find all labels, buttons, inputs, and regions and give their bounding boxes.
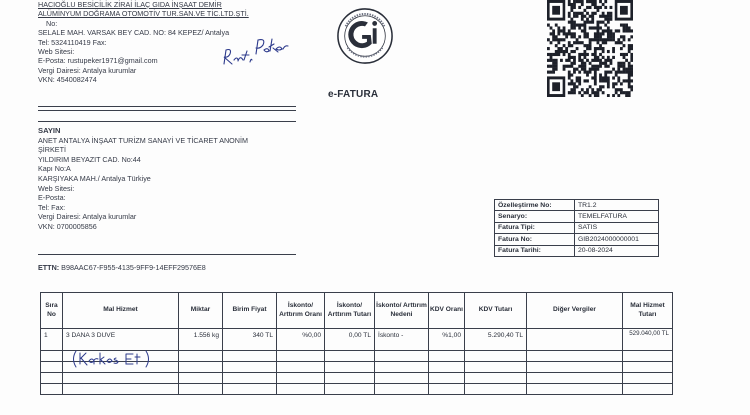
header-cell: İskonto/ Arttırım Oranı: [277, 293, 325, 329]
invoice-info-table: [494, 199, 659, 257]
invoice-info-row: [495, 211, 659, 222]
cell-discount-rate: %0,00: [277, 329, 325, 351]
seller-vkn: VKN: 4540082474: [38, 75, 97, 85]
header-cell: Sıra No: [41, 293, 63, 329]
buyer-name-line2: ŞİRKETİ: [38, 145, 66, 155]
ettn-label: ETTN:: [38, 263, 60, 272]
info-key: Fatura Tipi:: [495, 222, 575, 233]
cell-discount-amount: 0,00 TL: [325, 329, 375, 351]
cell-vat-rate: %1,00: [429, 329, 465, 351]
seller-phone-fax: Tel: 5324110419 Fax:: [38, 37, 107, 47]
buyer-door: Kapı No:A: [38, 164, 71, 174]
seller-separator-top: [38, 106, 296, 107]
buyer-tax-office: Vergi Dairesi: Antalya kurumlar: [38, 212, 137, 222]
buyer-district: KARŞIYAKA MAH./ Antalya Türkiye: [38, 173, 151, 183]
ettn-value: B98AAC67-F955-4135-9FF9-14EFF29576E8: [61, 263, 206, 272]
seller-website: Web Sitesi:: [38, 47, 75, 57]
seller-no-label: No:: [46, 18, 58, 28]
seller-separator-bottom: [38, 110, 296, 111]
items-table: [40, 292, 673, 395]
invoice-info-row: [495, 200, 659, 211]
handwritten-signature: [218, 30, 298, 74]
info-value: TEMELFATURA: [575, 211, 659, 222]
buyer-vkn: VKN: 0700005856: [38, 221, 97, 231]
header-cell: Birim Fiyat: [223, 293, 277, 329]
buyer-email: E-Posta:: [38, 193, 66, 203]
buyer-info: [38, 126, 308, 232]
buyer-name-line1: ANET ANTALYA İNŞAAT TURİZM SANAYİ VE TİCARET ANONİM: [38, 135, 248, 145]
cell-quantity: 1.556 kg: [179, 329, 223, 351]
gib-logo-icon: [336, 7, 394, 65]
cell-index: 1: [41, 329, 63, 351]
header-cell: Diğer Vergiler: [527, 293, 623, 329]
items-header-row: [41, 293, 673, 329]
invoice-info-row: [495, 234, 659, 245]
header-cell: Mal Hizmet: [63, 293, 179, 329]
info-value: 20-08-2024: [575, 245, 659, 256]
header-cell: KDV Tutarı: [465, 293, 527, 329]
seller-tax-office: Vergi Dairesi: Antalya kurumlar: [38, 65, 137, 75]
info-key: Fatura No:: [495, 234, 575, 245]
header-cell: İskonto/ Arttırım Tutarı: [325, 293, 375, 329]
buyer-separator-top: [38, 121, 296, 122]
qr-code-icon: [547, 0, 633, 97]
buyer-phone-fax: Tel: Fax:: [38, 202, 66, 212]
cell-discount-reason: İskonto -: [375, 329, 429, 351]
cell-total: 529.040,00 TL: [623, 329, 673, 351]
header-cell: Miktar: [179, 293, 223, 329]
header-cell: Mal Hizmet Tutarı: [623, 293, 673, 329]
info-value: SATIS: [575, 222, 659, 233]
info-value: GIB2024000000001: [575, 234, 659, 245]
buyer-separator-bottom: [38, 254, 296, 255]
seller-email: E-Posta: rustupeker1971@gmail.com: [38, 56, 158, 66]
cell-item: 3 DANA 3 DUVE: [63, 329, 179, 351]
header-cell: İskonto/ Arttırım Nedeni: [375, 293, 429, 329]
cell-unit-price: 340 TL: [223, 329, 277, 351]
header-cell: KDV Oranı: [429, 293, 465, 329]
seller-name-line1: HACIOĞLU BESİCİLİK ZİRAİ İLAÇ GIDA İNŞAAT DEMİR: [38, 0, 222, 9]
seller-address: SELALE MAH. VARSAK BEY CAD. NO: 84 KEPEZ/ Antalya: [38, 28, 230, 38]
buyer-title: SAYIN: [38, 126, 61, 135]
buyer-website: Web Sitesi:: [38, 183, 75, 193]
invoice-info-row: [495, 222, 659, 233]
buyer-street: YILDIRIM BEYAZIT CAD. No:44: [38, 154, 141, 164]
cell-other-taxes: [527, 329, 623, 351]
cell-vat-amount: 5.290,40 TL: [465, 329, 527, 351]
table-row: [41, 384, 673, 395]
handwritten-note: [70, 348, 162, 370]
info-key: Fatura Tarihi:: [495, 245, 575, 256]
info-key: Senaryo:: [495, 211, 575, 222]
seller-name-line2: ALÜMİNYUM DOĞRAMA OTOMOTİV TUR.SAN.VE TİC.LTD.ŞTİ.: [38, 9, 249, 19]
info-value: TR1.2: [575, 200, 659, 211]
invoice-info-row: [495, 245, 659, 256]
table-row: [41, 373, 673, 384]
efatura-title: e-FATURA: [328, 89, 379, 100]
info-key: Özelleştirme No:: [495, 200, 575, 211]
ettn-line: [38, 263, 206, 272]
